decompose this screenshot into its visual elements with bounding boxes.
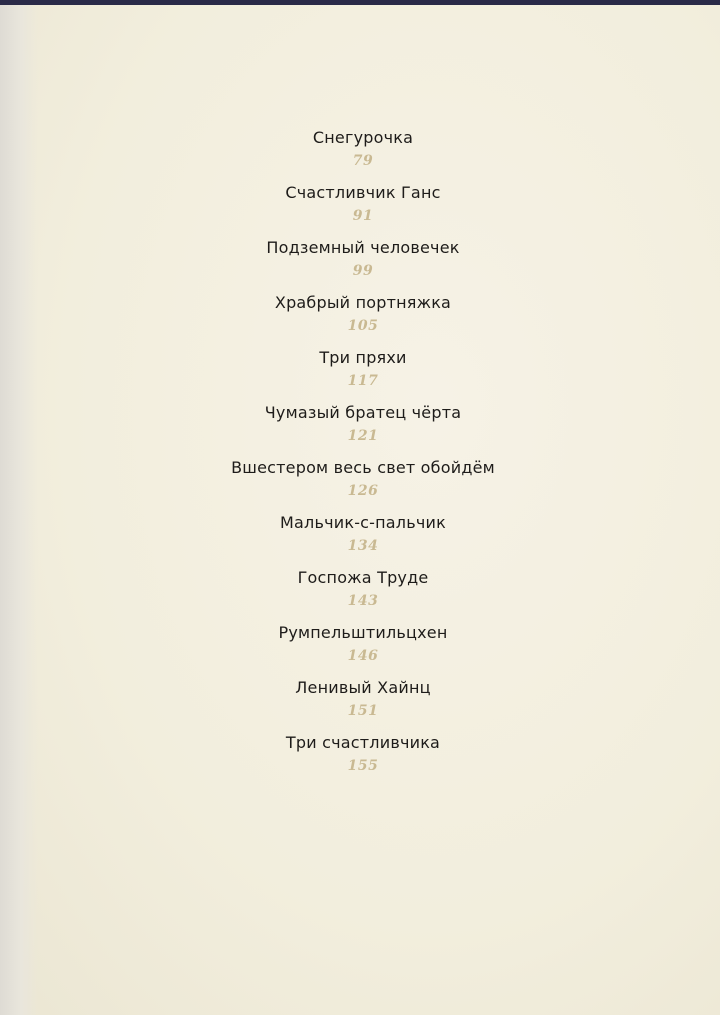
toc-entry — [6, 619, 720, 674]
toc-entry — [6, 509, 720, 564]
toc-entry — [6, 399, 720, 454]
toc-entry — [6, 124, 720, 179]
toc-entry-page-number: 99 — [352, 263, 374, 279]
toc-entry-page-number: 117 — [347, 373, 379, 389]
toc-entry-page-number: 126 — [347, 483, 379, 499]
toc-entry-title: Ленивый Хайнц — [295, 678, 431, 697]
toc-entry-title: Румпельштильцхен — [278, 623, 448, 642]
toc-entry-title: Счастливчик Ганс — [285, 183, 441, 202]
toc-entry-title: Храбрый портняжка — [274, 293, 452, 312]
toc-entry-page-number: 134 — [347, 538, 379, 554]
toc-entry — [6, 344, 720, 399]
toc-entry — [6, 674, 720, 729]
toc-entry-page-number: 91 — [352, 208, 374, 224]
toc-entry-page-number: 143 — [347, 593, 379, 609]
cover-edge — [0, 0, 720, 5]
toc-entry-title: Госпожа Труде — [297, 568, 429, 587]
toc-entry-page-number: 146 — [347, 648, 379, 664]
toc-entry-page-number: 155 — [347, 758, 379, 774]
toc-entry — [6, 729, 720, 784]
toc-entry — [6, 289, 720, 344]
toc-entry-page-number: 79 — [352, 153, 374, 169]
toc-entry — [6, 564, 720, 619]
toc-entry-page-number: 105 — [347, 318, 379, 334]
toc-entry-title: Три счастливчика — [285, 733, 441, 752]
toc-entry-page-number: 121 — [347, 428, 379, 444]
toc-entry-title: Три пряхи — [319, 348, 407, 367]
toc-entry-title: Снегурочка — [312, 128, 414, 147]
table-of-contents — [0, 124, 720, 784]
toc-entry — [6, 179, 720, 234]
toc-entry — [6, 234, 720, 289]
toc-entry-title: Подземный человечек — [266, 238, 460, 257]
toc-entry-page-number: 151 — [347, 703, 379, 719]
toc-entry-title: Мальчик-с-пальчик — [280, 513, 446, 532]
toc-entry — [6, 454, 720, 509]
toc-entry-title: Чумазый братец чёрта — [264, 403, 462, 422]
toc-entry-title: Вшестером весь свет обойдём — [231, 458, 495, 477]
